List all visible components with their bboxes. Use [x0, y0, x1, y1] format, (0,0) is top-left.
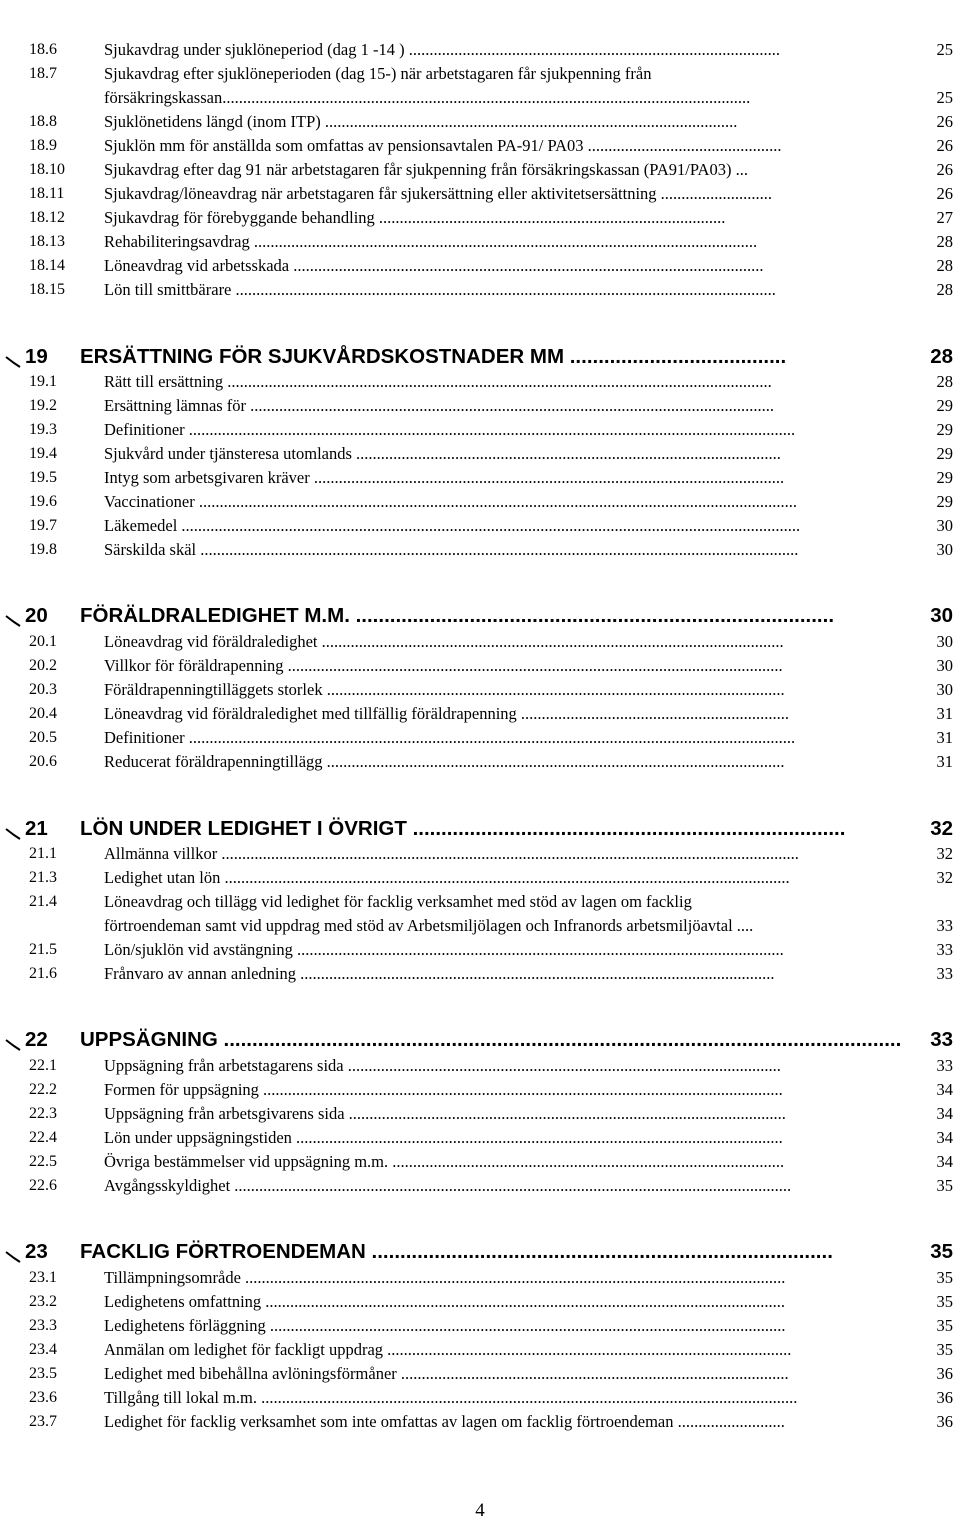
toc-entry-row[interactable]: [0, 938, 960, 962]
toc-entry-row[interactable]: [0, 1174, 960, 1198]
toc-entry-title: Övriga bestämmelser vid uppsägning m.m. ...............................................................................................: [104, 1153, 785, 1171]
toc-entry-row[interactable]: [0, 726, 960, 750]
toc-chapter-page: 30: [930, 604, 953, 627]
toc-entry-page: 30: [936, 656, 953, 675]
toc-entry-title: Definitioner ...................................................................................................................................................: [104, 421, 796, 439]
toc-entry-number: 23.6: [29, 1389, 57, 1406]
toc-entry-title: Lön/sjuklön vid avstängning ......................................................................................................................: [104, 941, 784, 959]
toc-entry-title: Ledighet för facklig verksamhet som inte omfattas av lagen om facklig förtroendeman ..........................: [104, 1413, 785, 1431]
toc-entry-number: 18.15: [29, 281, 65, 298]
toc-entry-page: 29: [936, 492, 953, 511]
toc-entry-page: 26: [936, 112, 953, 131]
toc-entry-number: 18.7: [29, 65, 57, 82]
toc-entry-title: Anmälan om ledighet för fackligt uppdrag ..................................................................................................: [104, 1341, 792, 1359]
toc-entry-page: 36: [936, 1388, 953, 1407]
toc-chapter-number: 23: [25, 1240, 48, 1263]
toc-entry-number: 18.14: [29, 257, 65, 274]
toc-entry-page: 33: [936, 940, 953, 959]
toc-entry-number: 23.1: [29, 1269, 57, 1286]
toc-entry-row[interactable]: [0, 158, 960, 182]
toc-entry-title: Sjuklön mm för anställda som omfattas av pensionsavtalen PA-91/ PA03 ...............................................: [104, 137, 782, 155]
toc-entry-title: Avgångsskyldighet .......................................................................................................................................: [104, 1177, 792, 1195]
toc-entry-page: 35: [936, 1292, 953, 1311]
toc-entry-number: 21.5: [29, 941, 57, 958]
toc-chapter-row[interactable]: [0, 1025, 960, 1055]
toc-entry-title: Sjukavdrag för förebyggande behandling ....................................................................................: [104, 209, 726, 227]
toc-entry-number: 20.6: [29, 753, 57, 770]
toc-entry-row[interactable]: [0, 86, 960, 110]
toc-chapter-row[interactable]: [0, 342, 960, 372]
toc-entry-number: 21.3: [29, 869, 57, 886]
toc-entry-number: 20.3: [29, 681, 57, 698]
toc-entry-number: 20.2: [29, 657, 57, 674]
toc-entry-page: 35: [936, 1176, 953, 1195]
toc-entry-title: Formen för uppsägning ..............................................................................................................................: [104, 1081, 783, 1099]
toc-entry-row[interactable]: [0, 38, 960, 62]
toc-entry-title: Sjukavdrag efter sjuklöneperioden (dag 15-) när arbetstagaren får sjukpenning från: [104, 65, 652, 83]
toc-entry-title: Sjukavdrag under sjuklöneperiod (dag 1 -14 ) ..........................................................................................: [104, 41, 780, 59]
toc-entry-page: 26: [936, 184, 953, 203]
toc-entry-title: Frånvaro av annan anledning ...................................................................................................................: [104, 965, 775, 983]
chapter-arrow-icon: [5, 825, 21, 841]
toc-entry-number: 23.2: [29, 1293, 57, 1310]
toc-entry-number: 19.4: [29, 445, 57, 462]
toc-entry-title: Villkor för föräldrapenning ........................................................................................................................: [104, 657, 783, 675]
toc-entry-row[interactable]: [0, 1054, 960, 1078]
toc-entry-title: Uppsägning från arbetsgivarens sida ..........................................................................................................: [104, 1105, 786, 1123]
toc-entry-title: försäkringskassan................................................................................................................................: [104, 89, 751, 107]
toc-entry-title: Löneavdrag vid arbetsskada ..................................................................................................................: [104, 257, 764, 275]
toc-chapter-title: FACKLIG FÖRTROENDEMAN .................................................................................: [80, 1240, 833, 1263]
toc-entry-row[interactable]: [0, 1362, 960, 1386]
toc-chapter-number: 22: [25, 1028, 48, 1051]
toc-chapter-row[interactable]: [0, 814, 960, 844]
toc-entry-number: 18.10: [29, 161, 65, 178]
toc-entry-row[interactable]: [0, 230, 960, 254]
toc-chapter-title: LÖN UNDER LEDIGHET I ÖVRIGT ............................................................................: [80, 817, 846, 840]
toc-entry-number: 21.1: [29, 845, 57, 862]
toc-entry-row[interactable]: [0, 1290, 960, 1314]
toc-entry-row[interactable]: [0, 182, 960, 206]
toc-entry-number: 18.11: [29, 185, 65, 202]
toc-entry-number: 23.4: [29, 1341, 57, 1358]
toc-entry-page: 35: [936, 1316, 953, 1335]
toc-entry-page: 28: [936, 372, 953, 391]
toc-entry-number: 20.5: [29, 729, 57, 746]
toc-entry-title: Särskilda skäl .................................................................................................................................................: [104, 541, 799, 559]
toc-entry-title: Föräldrapenningtilläggets storlek ...............................................................................................................: [104, 681, 785, 699]
toc-entry-number: 23.7: [29, 1413, 57, 1430]
toc-entry-row[interactable]: [0, 654, 960, 678]
toc-entry-row[interactable]: [0, 866, 960, 890]
toc-entry-page: 30: [936, 540, 953, 559]
toc-entry-page: 33: [936, 964, 953, 983]
toc-entry-title: Definitioner ...................................................................................................................................................: [104, 729, 796, 747]
toc-entry-row[interactable]: [0, 394, 960, 418]
toc-entry-row[interactable]: [0, 370, 960, 394]
toc-entry-row[interactable]: [0, 678, 960, 702]
toc-entry-row[interactable]: [0, 750, 960, 774]
toc-entry-number: 21.6: [29, 965, 57, 982]
toc-entry-number: 22.2: [29, 1081, 57, 1098]
toc-entry-title: Lön under uppsägningstiden ......................................................................................................................: [104, 1129, 783, 1147]
toc-entry-title: Läkemedel ......................................................................................................................................................: [104, 517, 801, 535]
toc-chapter-title: FÖRÄLDRALEDIGHET M.M. ....................................................................................: [80, 604, 835, 627]
toc-chapter-page: 32: [930, 817, 953, 840]
toc-entry-page: 28: [936, 256, 953, 275]
toc-entry-number: 18.6: [29, 41, 57, 58]
toc-entry-number: 20.1: [29, 633, 57, 650]
toc-entry-title: Löneavdrag vid föräldraledighet ................................................................................................................: [104, 633, 784, 651]
toc-entry-title: Rätt till ersättning ....................................................................................................................................: [104, 373, 772, 391]
toc-entry-title: Uppsägning från arbetstagarens sida .........................................................................................................: [104, 1057, 781, 1075]
toc-entry-number: 23.5: [29, 1365, 57, 1382]
toc-entry-title: Ledighetens omfattning ..............................................................................................................................: [104, 1293, 786, 1311]
toc-entry-number: 18.9: [29, 137, 57, 154]
toc-entry-number: 19.1: [29, 373, 57, 390]
toc-entry-page: 33: [936, 916, 953, 935]
toc-entry-page: 28: [936, 232, 953, 251]
toc-entry-page: 32: [936, 868, 953, 887]
toc-entry-number: 19.3: [29, 421, 57, 438]
toc-chapter-title: ERSÄTTNING FÖR SJUKVÅRDSKOSTNADER MM ......................................: [80, 345, 787, 368]
toc-entry-row[interactable]: [0, 110, 960, 134]
toc-entry-number: 19.2: [29, 397, 57, 414]
chapter-arrow-icon: [5, 612, 21, 628]
toc-entry-number: 21.4: [29, 893, 57, 910]
toc-entry-row[interactable]: [0, 206, 960, 230]
toc-entry-number: 18.8: [29, 113, 57, 130]
toc-entry-title: Sjukvård under tjänsteresa utomlands .......................................................................................................: [104, 445, 781, 463]
toc-entry-row[interactable]: [0, 914, 960, 938]
toc-entry-title: Ledighet med bibehållna avlöningsförmåner ..............................................................................................: [104, 1365, 789, 1383]
toc-entry-title: Ledighet utan lön .........................................................................................................................................: [104, 869, 790, 887]
toc-entry-page: 30: [936, 680, 953, 699]
toc-entry-row[interactable]: [0, 514, 960, 538]
toc-entry-title: Löneavdrag och tillägg vid ledighet för facklig verksamhet med stöd av lagen om facklig: [104, 893, 692, 911]
toc-entry-title: Reducerat föräldrapenningtillägg ...............................................................................................................: [104, 753, 785, 771]
toc-entry-row[interactable]: [0, 1386, 960, 1410]
toc-entry-page: 36: [936, 1364, 953, 1383]
toc-chapter-number: 21: [25, 817, 48, 840]
toc-entry-row[interactable]: [0, 62, 960, 86]
toc-chapter-page: 28: [930, 345, 953, 368]
toc-entry-page: 30: [936, 632, 953, 651]
toc-entry-title: Tillgång till lokal m.m. ..................................................................................................................................: [104, 1389, 798, 1407]
toc-entry-row[interactable]: [0, 702, 960, 726]
toc-entry-page: 26: [936, 136, 953, 155]
toc-entry-title: Intyg som arbetsgivaren kräver ..................................................................................................................: [104, 469, 785, 487]
toc-entry-title: Sjuklönetidens längd (inom ITP) ....................................................................................................: [104, 113, 738, 131]
chapter-arrow-icon: [5, 353, 21, 369]
toc-entry-row[interactable]: [0, 278, 960, 302]
toc-entry-page: 27: [936, 208, 953, 227]
page-number: 4: [475, 1500, 485, 1521]
toc-entry-number: 18.12: [29, 209, 65, 226]
toc-entry-number: 22.1: [29, 1057, 57, 1074]
toc-chapter-row[interactable]: [0, 601, 960, 631]
toc-entry-title: Rehabiliteringsavdrag ..........................................................................................................................: [104, 233, 758, 251]
toc-entry-number: 19.7: [29, 517, 57, 534]
toc-entry-page: 29: [936, 444, 953, 463]
toc-entry-page: 32: [936, 844, 953, 863]
toc-entry-number: 23.3: [29, 1317, 57, 1334]
toc-entry-row[interactable]: [0, 890, 960, 914]
toc-entry-title: Allmänna villkor ............................................................................................................................................: [104, 845, 799, 863]
toc-entry-row[interactable]: [0, 1126, 960, 1150]
toc-chapter-page: 35: [930, 1240, 953, 1263]
toc-entry-page: 29: [936, 468, 953, 487]
toc-entry-row[interactable]: [0, 134, 960, 158]
toc-chapter-page: 33: [930, 1028, 953, 1051]
toc-entry-page: 34: [936, 1128, 953, 1147]
toc-entry-row[interactable]: [0, 1150, 960, 1174]
toc-entry-number: 19.6: [29, 493, 57, 510]
toc-chapter-title: UPPSÄGNING .......................................................................................................................: [80, 1028, 902, 1051]
toc-chapter-row[interactable]: [0, 1237, 960, 1267]
toc-entry-page: 26: [936, 160, 953, 179]
toc-entry-page: 29: [936, 420, 953, 439]
toc-entry-row[interactable]: [0, 1314, 960, 1338]
toc-entry-row[interactable]: [0, 1338, 960, 1362]
toc-entry-page: 29: [936, 396, 953, 415]
toc-entry-number: 19.8: [29, 541, 57, 558]
toc-entry-page: 35: [936, 1268, 953, 1287]
toc-entry-title: Löneavdrag vid föräldraledighet med tillfällig föräldrapenning .................................................................: [104, 705, 790, 723]
toc-entry-row[interactable]: [0, 418, 960, 442]
toc-entry-page: 34: [936, 1104, 953, 1123]
toc-entry-number: 22.4: [29, 1129, 57, 1146]
toc-entry-page: 33: [936, 1056, 953, 1075]
toc-entry-number: 22.3: [29, 1105, 57, 1122]
toc-entry-number: 19.5: [29, 469, 57, 486]
toc-entry-row[interactable]: [0, 842, 960, 866]
toc-entry-page: 30: [936, 516, 953, 535]
toc-chapter-number: 20: [25, 604, 48, 627]
toc-entry-number: 22.6: [29, 1177, 57, 1194]
toc-entry-row[interactable]: [0, 490, 960, 514]
toc-entry-number: 20.4: [29, 705, 57, 722]
toc-entry-page: 31: [936, 704, 953, 723]
toc-entry-page: 31: [936, 752, 953, 771]
toc-entry-row[interactable]: [0, 538, 960, 562]
toc-entry-title: Lön till smittbärare ...................................................................................................................................: [104, 281, 776, 299]
toc-entry-page: 31: [936, 728, 953, 747]
toc-entry-title: Sjukavdrag efter dag 91 när arbetstagaren får sjukpenning från försäkringskassan (PA91/PA03) ...: [104, 161, 748, 179]
toc-entry-row[interactable]: [0, 1410, 960, 1434]
toc-entry-page: 25: [936, 40, 953, 59]
toc-entry-number: 22.5: [29, 1153, 57, 1170]
toc-chapter-number: 19: [25, 345, 48, 368]
toc-entry-row[interactable]: [0, 1078, 960, 1102]
toc-entry-page: 35: [936, 1340, 953, 1359]
toc-entry-row[interactable]: [0, 630, 960, 654]
toc-entry-row[interactable]: [0, 466, 960, 490]
toc-entry-page: 34: [936, 1152, 953, 1171]
toc-entry-page: 34: [936, 1080, 953, 1099]
chapter-arrow-icon: [5, 1248, 21, 1264]
toc-entry-row[interactable]: [0, 962, 960, 986]
toc-entry-row[interactable]: [0, 254, 960, 278]
toc-entry-title: Vaccinationer .................................................................................................................................................: [104, 493, 797, 511]
toc-entry-row[interactable]: [0, 1102, 960, 1126]
toc-entry-page: 25: [936, 88, 953, 107]
toc-entry-row[interactable]: [0, 442, 960, 466]
toc-entry-title: Ersättning lämnas för ...............................................................................................................................: [104, 397, 775, 415]
toc-entry-title: Ledighetens förläggning .............................................................................................................................: [104, 1317, 786, 1335]
toc-entry-row[interactable]: [0, 1266, 960, 1290]
toc-entry-page: 28: [936, 280, 953, 299]
toc-entry-title: Sjukavdrag/löneavdrag när arbetstagaren får sjukersättning eller aktivitetsersättning ...........................: [104, 185, 773, 203]
toc-entry-page: 36: [936, 1412, 953, 1431]
toc-entry-number: 18.13: [29, 233, 65, 250]
chapter-arrow-icon: [5, 1036, 21, 1052]
toc-entry-title: förtroendeman samt vid uppdrag med stöd av Arbetsmiljölagen och Infranords arbetsmiljöavtal ....: [104, 917, 754, 935]
toc-entry-title: Tillämpningsområde ...................................................................................................................................: [104, 1269, 786, 1287]
